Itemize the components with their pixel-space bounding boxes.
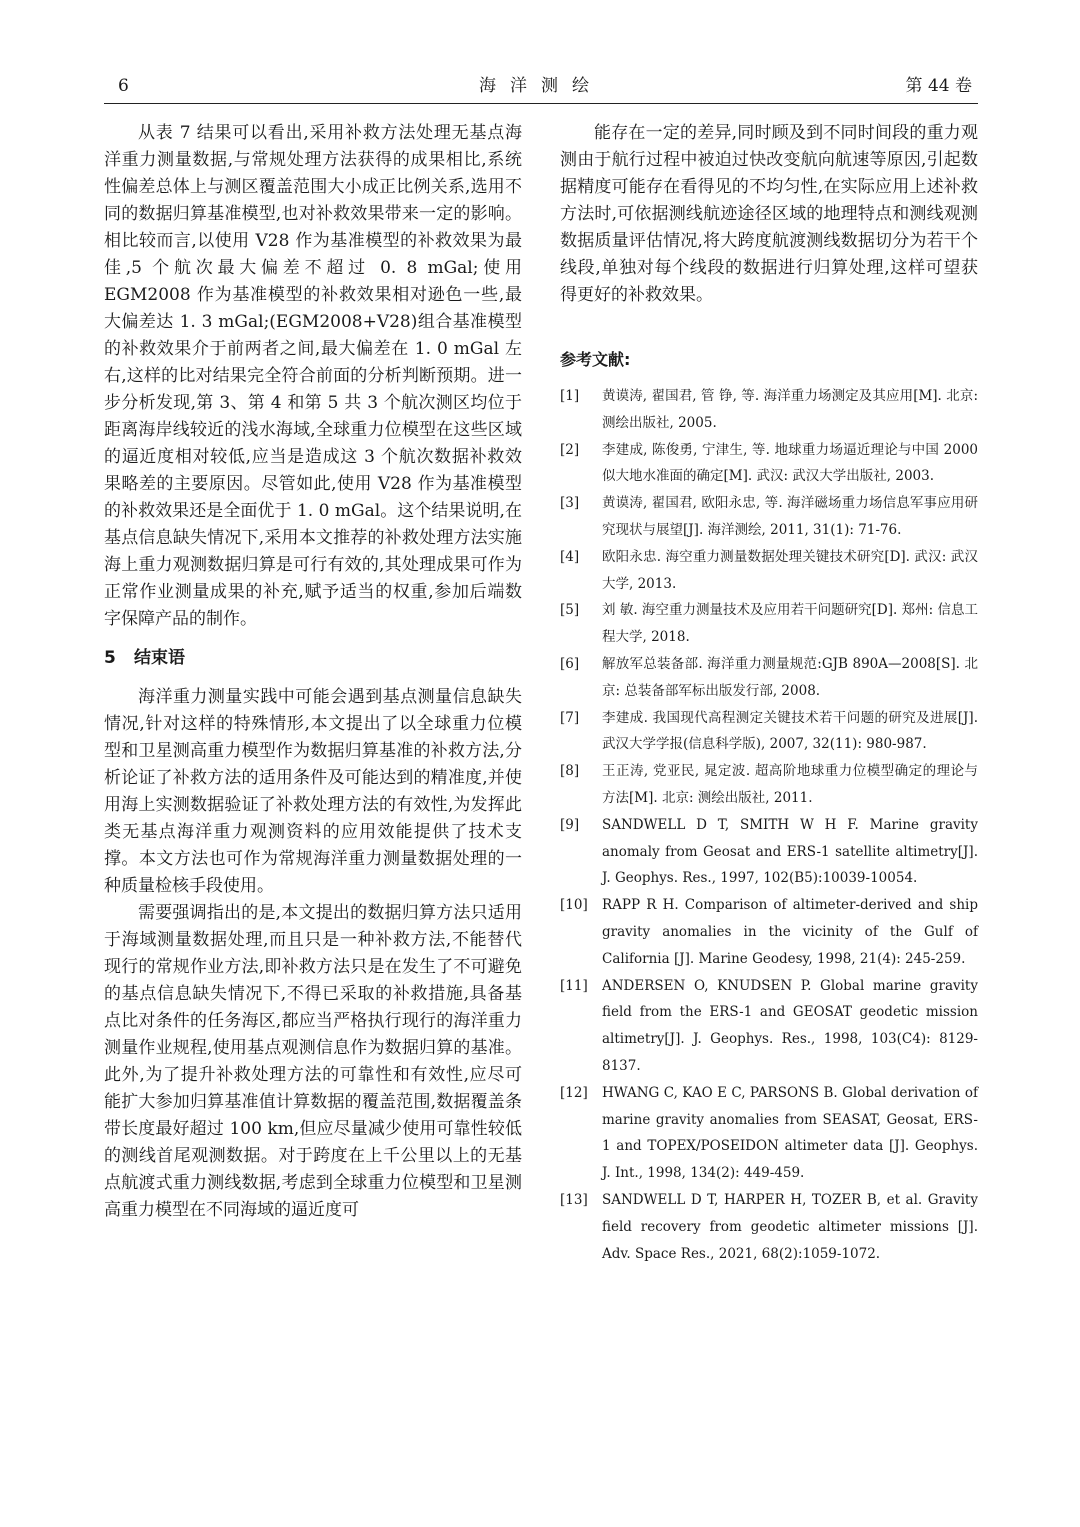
- right-column: [560, 120, 978, 1267]
- header-rule: [104, 103, 978, 104]
- reference-number: [9]: [560, 816, 580, 833]
- body-paragraph: 能存在一定的差异,同时顾及到不同时间段的重力观测由于航行过程中被迫过快改变航向航速等原因,引起数据精度可能存在看得见的不均匀性,在实际应用上述补救方法时,可依据测线航迹途径区域的地理特点和测线观测数据质量评估情况,将大跨度航渡测线数据切分为若干个线段,单独对每个线段的数据进行归算处理,这样可望获得更好的补救效果。: [560, 123, 978, 305]
- reference-item: [560, 651, 978, 705]
- section-title: 结束语: [134, 648, 185, 668]
- body-paragraph: 需要强调指出的是,本文提出的数据归算方法只适用于海域测量数据处理,而且只是一种补救方法,不能替代现行的常规作业方法,即补救方法只是在发生了不可避免的基点信息缺失情况下,不得已采取的补救措施,具备基点比对条件的任务海区,都应当严格执行现行的海洋重力测量作业规程,使用基点观测信息作为数据归算的基准。此外,为了提升补救处理方法的可靠性和有效性,应尽可能扩大参加归算基准值计算数据的覆盖范围,数据覆盖条带长度最好超过 100 km,但应尽量减少使用可靠性较低的测线首尾观测数据。对于跨度在上千公里以上的无基点航渡式重力测线数据,考虑到全球重力位模型和卫星测高重力模型在不同海域的逼近度可: [104, 903, 522, 1220]
- reference-item: [560, 1080, 978, 1187]
- reference-item: [560, 758, 978, 812]
- reference-item: [560, 705, 978, 759]
- reference-item: [560, 892, 978, 972]
- reference-number: [11]: [560, 977, 588, 994]
- left-column: [104, 120, 522, 1224]
- reference-text: 黄谟涛, 翟国君, 管 铮, 等. 海洋重力场测定及其应用[M]. 北京:测绘出版社, 2005.: [602, 388, 978, 431]
- reference-number: [8]: [560, 763, 580, 780]
- body-paragraph: 从表 7 结果可以看出,采用补救方法处理无基点海洋重力测量数据,与常规处理方法获得的成果相比,系统性偏差总体上与测区覆盖范围大小成正比例关系,选用不同的数据归算基准模型,也对补救效果带来一定的影响。相比较而言,以使用 V28 作为基准模型的补救效果为最佳,5 个航次最大偏差不超过 0. 8 mGal;使用 EGM2008 作为基准模型的补救效果相对逊色一些,最大偏差达 1. 3 mGal;(EGM2008+V28)组合基准模型的补救效果介于前两者之间,最大偏差在 1. 0 mGal 左右,这样的比对结果完全符合前面的分析判断预期。进一步分析发现,第 3、第 4 和第 5 共 3 个航次测区均位于距离海岸线较近的浅水海域,全球重力位模型在这些区域的逼近度相对较低,应当是造成这 3 个航次数据补救效果略差的主要原因。尽管如此,使用 V28 作为基准模型的补救效果还是全面优于 1. 0 mGal。这个结果说明,在基点信息缺失情况下,采用本文推荐的补救处理方法实施海上重力观测数据归算是可行有效的,其处理成果可作为正常作业测量成果的补充,赋予适当的权重,参加后端数字保障产品的制作。: [104, 123, 522, 629]
- reference-item: [560, 973, 978, 1080]
- reference-text: 黄谟涛, 翟国君, 欧阳永忠, 等. 海洋磁场重力场信息军事应用研究现状与展望[J]. 海洋测绘, 2011, 31(1): 71-76.: [602, 495, 978, 538]
- reference-item: [560, 437, 978, 491]
- section-heading: [104, 645, 522, 672]
- reference-list: [560, 383, 978, 1267]
- section-number: 5: [104, 648, 116, 668]
- reference-text: ANDERSEN O, KNUDSEN P. Global marine gravity field from the ERS-1 and GEOSAT geodetic mission altimetry[J]. J. Geophys. Res., 1998, 103(C4): 8129-8137.: [602, 977, 978, 1074]
- reference-number: [5]: [560, 602, 580, 619]
- reference-text: HWANG C, KAO E C, PARSONS B. Global derivation of marine gravity anomalies from SEASAT, Geosat, ERS-1 and TOPEX/POSEIDON altimeter data [J]. Geophys. J. Int., 1998, 134(2): 449-459.: [602, 1084, 978, 1182]
- reference-number: [10]: [560, 897, 588, 914]
- page-number: 6: [118, 76, 129, 96]
- reference-number: [13]: [560, 1191, 588, 1208]
- reference-number: [12]: [560, 1084, 588, 1101]
- reference-item: [560, 597, 978, 651]
- reference-number: [1]: [560, 388, 580, 404]
- journal-title: 海洋测绘: [479, 76, 603, 96]
- reference-number: [4]: [560, 548, 580, 565]
- references-heading: 参考文献:: [560, 350, 631, 369]
- reference-item: [560, 544, 978, 598]
- reference-text: 李建成. 我国现代高程测定关键技术若干问题的研究及进展[J]. 武汉大学学报(信息科学版), 2007, 32(11): 980-987.: [602, 709, 978, 753]
- reference-text: 李建成, 陈俊勇, 宁津生, 等. 地球重力场逼近理论与中国 2000 似大地水准面的确定[M]. 武汉: 武汉大学出版社, 2003.: [602, 441, 978, 485]
- volume-label: 第 44 卷: [905, 76, 972, 96]
- reference-text: RAPP R H. Comparison of altimeter-derived and ship gravity anomalies in the vicinity of the Gulf of California [J]. Marine Geodesy, 1998, 21(4): 245-259.: [602, 897, 978, 967]
- reference-item: [560, 383, 978, 437]
- reference-text: 解放军总装备部. 海洋重力测量规范:GJB 890A—2008[S]. 北京: 总装备部军标出版发行部, 2008.: [602, 655, 978, 699]
- reference-item: [560, 1187, 978, 1267]
- reference-text: 王正涛, 党亚民, 晁定波. 超高阶地球重力位模型确定的理论与方法[M]. 北京: 测绘出版社, 2011.: [602, 763, 978, 806]
- body-paragraph: 海洋重力测量实践中可能会遇到基点测量信息缺失情况,针对这样的特殊情形,本文提出了以全球重力位模型和卫星测高重力模型作为数据归算基准的补救方法,分析论证了补救方法的适用条件及可能达到的精准度,并使用海上实测数据验证了补救处理方法的有效性,为发挥此类无基点海洋重力观测资料的应用效能提供了技术支撑。本文方法也可作为常规海洋重力测量数据处理的一种质量检核手段使用。: [104, 687, 522, 896]
- reference-item: [560, 490, 978, 544]
- reference-number: [3]: [560, 495, 580, 512]
- reference-text: 刘 敏. 海空重力测量技术及应用若干问题研究[D]. 郑州: 信息工程大学, 2018.: [602, 602, 978, 646]
- reference-number: [7]: [560, 709, 580, 726]
- reference-text: 欧阳永忠. 海空重力测量数据处理关键技术研究[D]. 武汉: 武汉大学, 2013.: [602, 548, 978, 592]
- reference-text: SANDWELL D T, SMITH W H F. Marine gravity anomaly from Geosat and ERS-1 satellite altimetry[J]. J. Geophys. Res., 1997, 102(B5):10039-10054.: [602, 816, 978, 887]
- reference-number: [2]: [560, 441, 580, 458]
- reference-item: [560, 812, 978, 892]
- reference-text: SANDWELL D T, HARPER H, TOZER B, et al. Gravity field recovery from geodetic altimeter missions [J]. Adv. Space Res., 2021, 68(2):1059-1072.: [602, 1191, 978, 1262]
- reference-number: [6]: [560, 655, 580, 672]
- running-header: [104, 70, 978, 102]
